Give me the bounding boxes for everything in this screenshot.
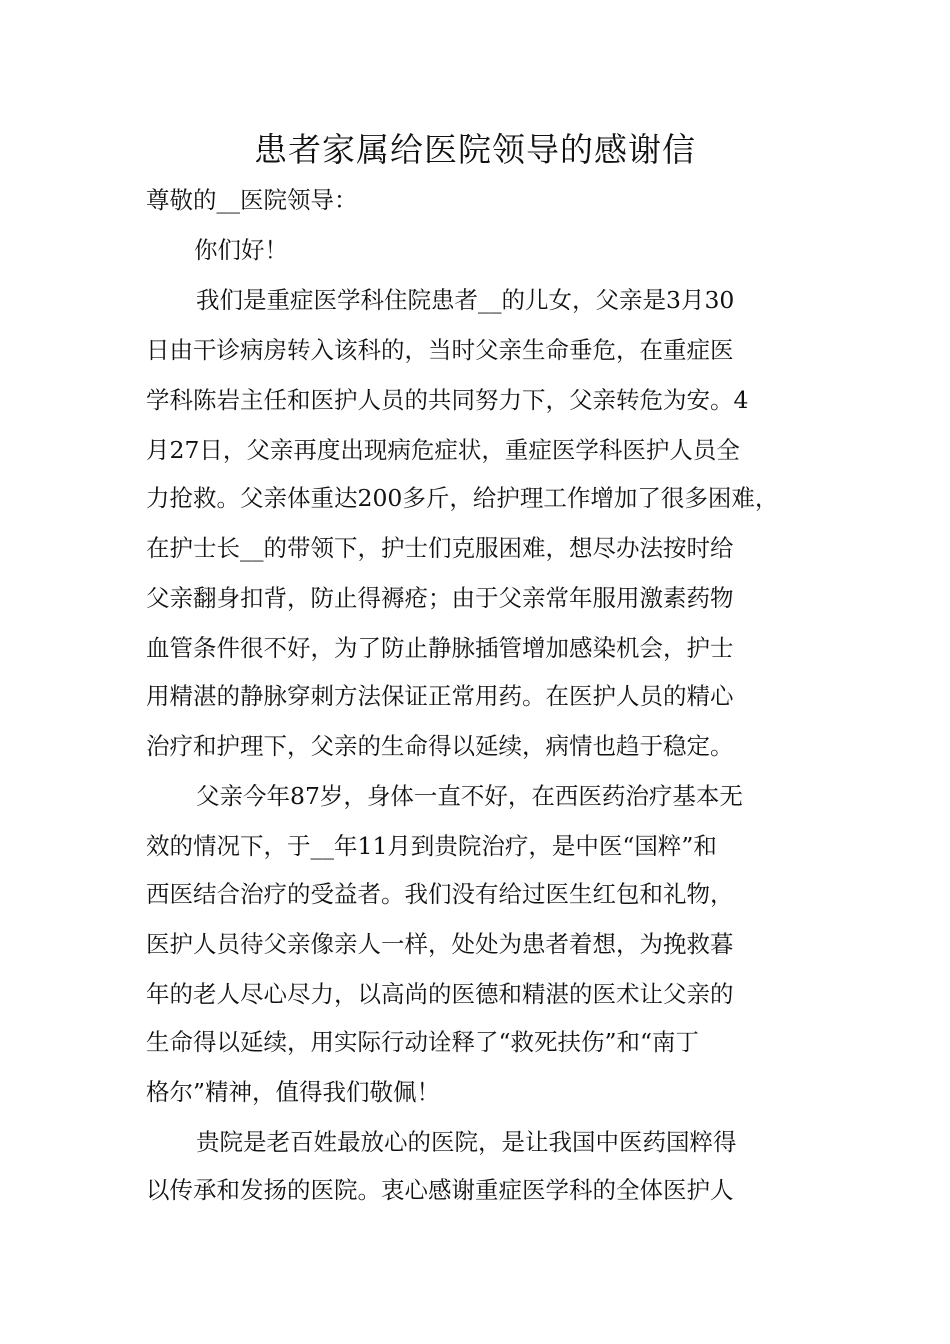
paragraph1-line: 血管条件很不好，为了防止静脉插管增加感染机会，护士 bbox=[146, 634, 734, 662]
paragraph1-line: 学科陈岩主任和医护人员的共同努力下，父亲转危为安。4 bbox=[146, 386, 749, 414]
paragraph1-line: 父亲翻身扣背，防止得褥疮；由于父亲常年服用激素药物 bbox=[146, 584, 734, 612]
paragraph1-line: 力抢救。父亲体重达200多斤，给护理工作增加了很多困难， bbox=[146, 484, 779, 512]
paragraph1-line: 月27日，父亲再度出现病危症状，重症医学科医护人员全 bbox=[146, 436, 740, 464]
paragraph2-line: 格尔”精神，值得我们敬佩！ bbox=[146, 1078, 441, 1106]
paragraph2-line: 医护人员待父亲像亲人一样，处处为患者着想，为挽救暮 bbox=[146, 930, 734, 958]
paragraph2-line: 父亲今年87岁，身体一直不好，在西医药治疗基本无 bbox=[196, 782, 743, 810]
paragraph2-line: 效的情况下，于__年11月到贵院治疗，是中医“国粹”和 bbox=[146, 832, 717, 860]
paragraph1-line: 日由干诊病房转入该科的，当时父亲生命垂危，在重症医 bbox=[146, 336, 734, 364]
paragraph2-line: 生命得以延续，用实际行动诠释了“救死扶伤”和“南丁 bbox=[146, 1028, 700, 1056]
salutation: 尊敬的__医院领导： bbox=[146, 186, 358, 214]
paragraph1-line: 用精湛的静脉穿刺方法保证正常用药。在医护人员的精心 bbox=[146, 682, 734, 710]
paragraph2-line: 西医结合治疗的受益者。我们没有给过医生红包和礼物， bbox=[146, 880, 734, 908]
paragraph3-line: 以传承和发扬的医院。衷心感谢重症医学科的全体医护人 bbox=[146, 1176, 734, 1204]
paragraph3-line: 贵院是老百姓最放心的医院，是让我国中医药国粹得 bbox=[196, 1128, 737, 1156]
greeting: 你们好！ bbox=[194, 236, 288, 264]
letter-title: 患者家属给医院领导的感谢信 bbox=[254, 130, 696, 169]
paragraph1-line: 我们是重症医学科住院患者__的儿女，父亲是3月30 bbox=[196, 286, 735, 314]
paragraph1-line: 治疗和护理下，父亲的生命得以延续，病情也趋于稳定。 bbox=[146, 732, 734, 760]
paragraph1-line: 在护士长__的带领下，护士们克服困难，想尽办法按时给 bbox=[146, 534, 734, 562]
paragraph2-line: 年的老人尽心尽力，以高尚的医德和精湛的医术让父亲的 bbox=[146, 980, 734, 1008]
